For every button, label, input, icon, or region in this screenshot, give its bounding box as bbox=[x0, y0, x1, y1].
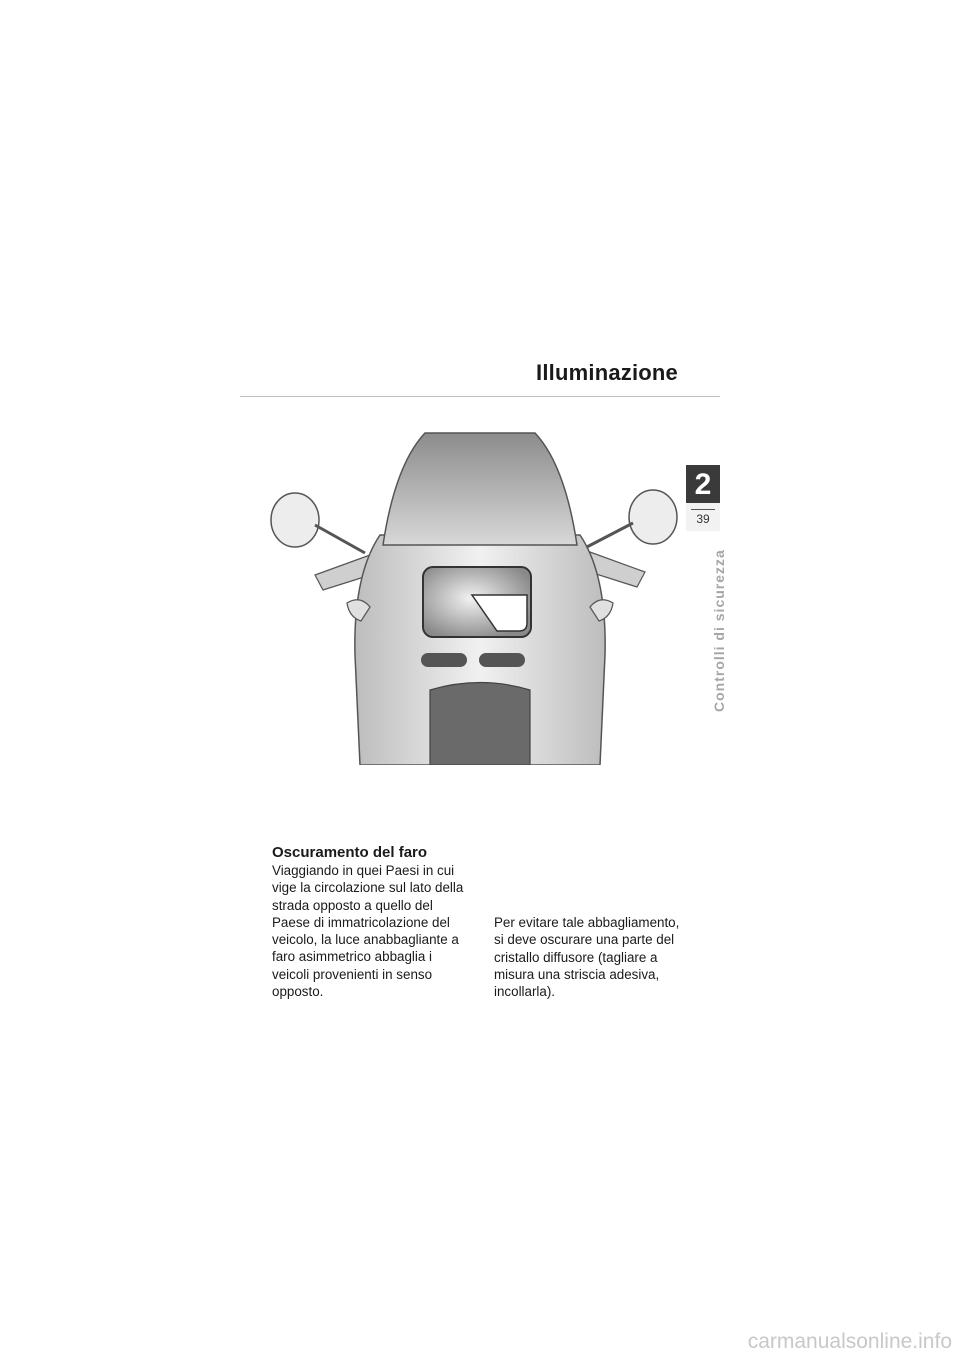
right-mirror bbox=[583, 490, 677, 549]
front-wheel-opening bbox=[430, 683, 530, 766]
section-heading: Oscuramento del faro bbox=[272, 844, 428, 861]
body-text-left: Viaggiando in quei Paesi in cui vige la circolazione sul lato della strada opposto a quello del Paese di immatricolazione del veicolo, la luce anabbagliante a faro asimmetrico abbaglia i veicoli provenienti in senso opposto. bbox=[272, 863, 464, 1000]
page-title: Illuminazione bbox=[536, 360, 678, 385]
windscreen bbox=[383, 433, 577, 545]
watermark: carmanualsonline.info bbox=[747, 1330, 952, 1353]
chapter-number: 2 bbox=[694, 468, 712, 501]
page-number: 39 bbox=[696, 512, 710, 526]
chapter-side-label: Controlli di sicurezza bbox=[711, 549, 727, 712]
header-divider bbox=[240, 396, 720, 397]
left-mirror bbox=[271, 493, 365, 553]
body-text-right: Per evitare tale abbagliamento, si deve oscurare una parte del cristallo diffusore (tagliare a misura una striscia adesiva, incollarla). bbox=[494, 915, 680, 1000]
headlight bbox=[423, 567, 531, 637]
motorcycle-front-illustration bbox=[265, 425, 695, 765]
